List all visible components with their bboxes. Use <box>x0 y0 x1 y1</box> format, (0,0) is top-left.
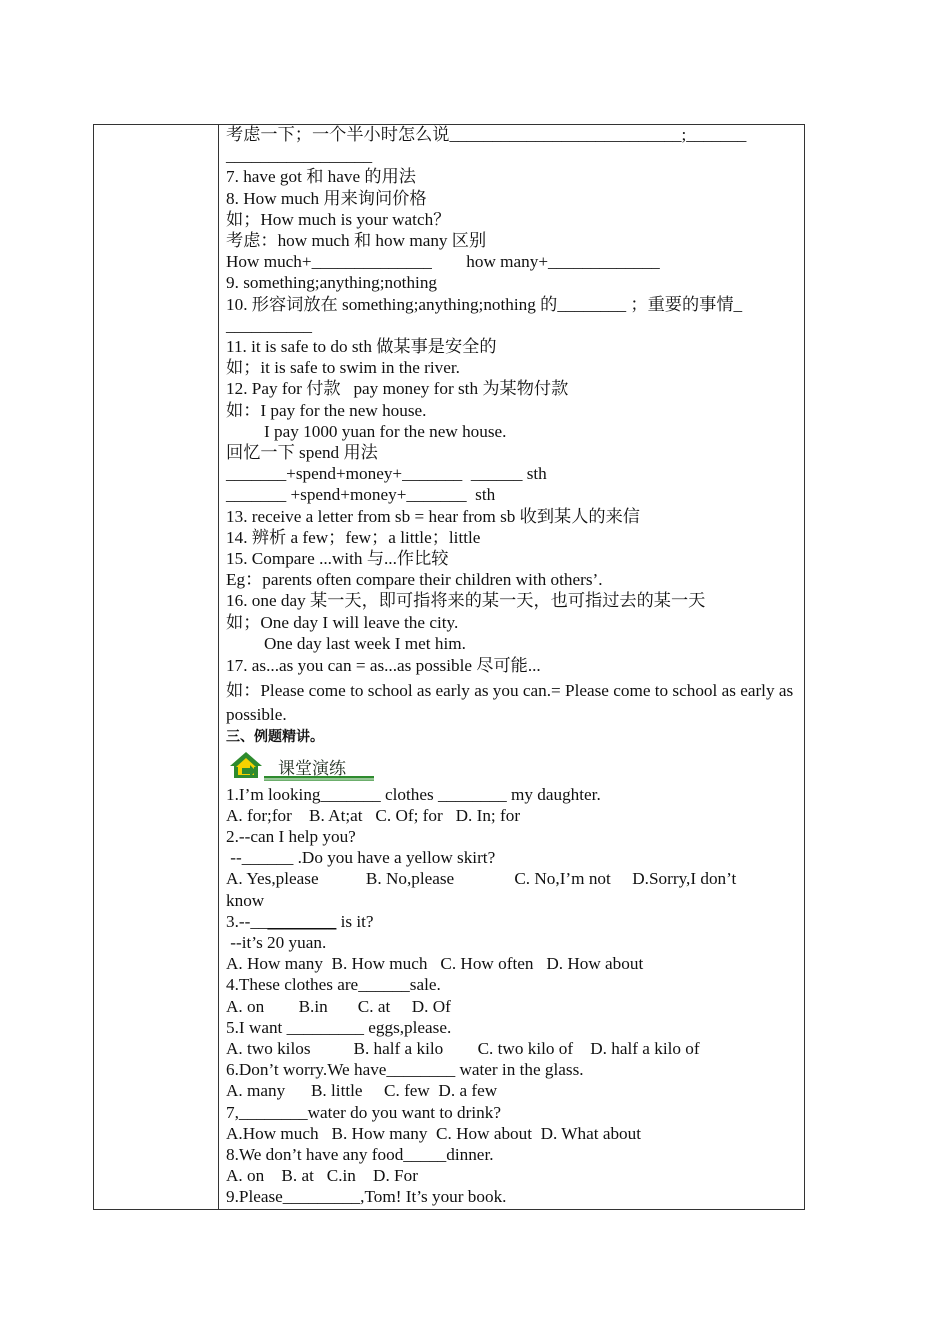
text-line: 考虑一下；一个半小时怎么说___________________________;_______ <box>226 125 747 144</box>
text-line: 13. receive a letter from sb = hear from sb 收到某人的来信 <box>226 506 640 526</box>
answer-options: A. Yes,please B. No,please C. No,I’m not D.Sorry,I don’t <box>226 869 737 889</box>
question-line: 1.I’m looking_______ clothes ________ my daughter. <box>226 784 601 804</box>
text-line: 10. 形容词放在 something;anything;nothing 的________ ；重要的事情_ <box>226 294 743 314</box>
answer-options: A.How much B. How many C. How about D. What about <box>226 1123 642 1143</box>
text-line: __________ <box>226 315 312 335</box>
question-line: 8.We don’t have any food_____dinner. <box>226 1145 494 1165</box>
column-divider <box>218 125 219 1209</box>
lesson-content <box>226 124 800 1208</box>
answer-blank: ________ <box>267 911 337 931</box>
question-line: 5.I want _________ eggs,please. <box>226 1017 452 1037</box>
answer-options: A. two kilos B. half a kilo C. two kilo of D. half a kilo of <box>226 1039 700 1059</box>
classroom-practice-banner <box>226 748 376 784</box>
text-line: 15. Compare ...with 与...作比较 <box>226 549 449 569</box>
text-line: 如；How much is your watch？ <box>226 209 451 229</box>
answer-options: A. on B. at C.in D. For <box>226 1166 418 1186</box>
question-line: 6.Don’t worry.We have________ water in the glass. <box>226 1060 584 1080</box>
answer-options: know <box>226 890 265 910</box>
question-line: --it’s 20 yuan. <box>226 933 327 952</box>
text-line: 14. 辨析 a few；few；a little；little <box>226 527 481 547</box>
text-line: 回忆一下 spend 用法 <box>226 443 378 463</box>
section-heading: 三、例题精讲。 <box>226 728 324 745</box>
text-line: I pay 1000 yuan for the new house. <box>264 421 507 441</box>
question-line: --______ .Do you have a yellow skirt? <box>226 848 496 868</box>
question-line: 4.These clothes are______sale. <box>226 975 441 995</box>
question-line <box>226 911 800 932</box>
text-line: 17. as...as you can = as...as possible 尽可能... <box>226 656 541 676</box>
text-line: 9. something;anything;nothing <box>226 273 438 293</box>
text-line: 考虑：how much 和 how many 区别 <box>226 231 487 251</box>
text-line: One day last week I met him. <box>264 633 466 653</box>
text-line: _______ +spend+money+_______ sth <box>226 485 496 505</box>
text-line: 如；it is safe to swim in the river. <box>226 358 460 378</box>
text-line: 如：I pay for the new house. <box>226 400 427 420</box>
text-line: 8. How much 用来询问价格 <box>226 188 427 208</box>
question-suffix: is it? <box>336 911 374 931</box>
text-line: 7. have got 和 have 的用法 <box>226 167 416 187</box>
text-line: 12. Pay for 付款 pay money for sth 为某物付款 <box>226 379 569 399</box>
question-line: 9.Please_________,Tom! It’s your book. <box>226 1187 507 1207</box>
question-line: 2.--can I help you? <box>226 826 356 846</box>
answer-options: A. for;for B. At;at C. Of; for D. In; for <box>226 805 521 825</box>
question-prefix: 3.--__ <box>226 911 268 931</box>
text-line: 16. one day 某一天，即可指将来的某一天，也可指过去的某一天 <box>226 591 706 611</box>
text-line: Eg：parents often compare their children with others’. <box>226 570 603 590</box>
question-line: 7,________water do you want to drink? <box>226 1102 501 1122</box>
answer-options: A. many B. little C. few D. a few <box>226 1081 498 1101</box>
text-line: _______+spend+money+_______ ______ sth <box>226 464 547 484</box>
answer-options: A. How many B. How much C. How often D. How about <box>226 954 644 974</box>
text-line: How much+______________ how many+_____________ <box>226 252 660 272</box>
answer-options: A. on B.in C. at D. Of <box>226 996 451 1016</box>
text-line: 如；One day I will leave the city. <box>226 612 459 632</box>
text-line: 如：Please come to school as early as you can.= Please come to school as early as possible. <box>226 680 794 725</box>
text-line: 11. it is safe to do sth 做某事是安全的 <box>226 337 497 357</box>
banner-label: 课堂演练 <box>278 758 346 779</box>
text-line: _________________ <box>226 146 373 166</box>
